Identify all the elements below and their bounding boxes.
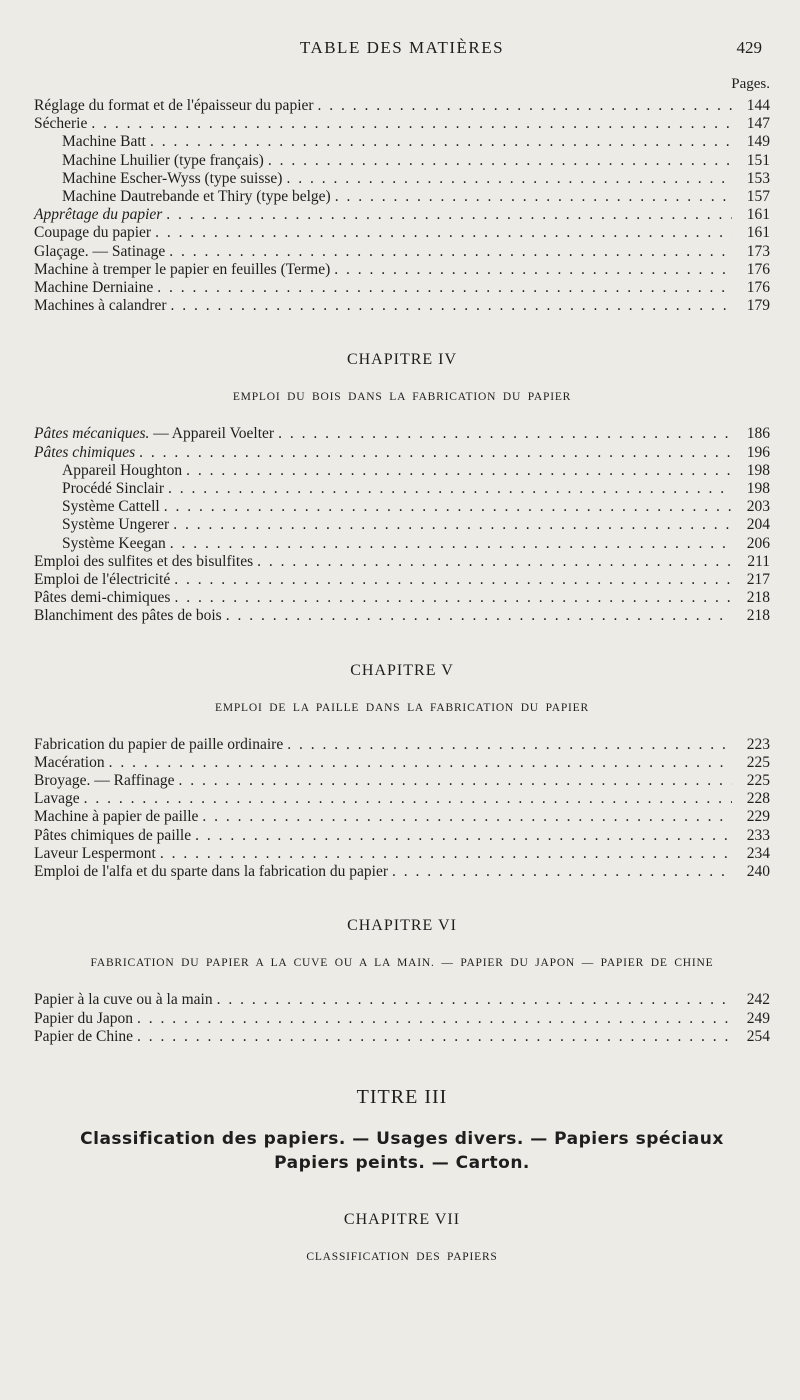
toc-entry-title: Pâtes chimiques	[34, 443, 136, 461]
toc-entry-title: Macération	[34, 753, 105, 771]
toc-entry-title: Machine Escher-Wyss (type suisse)	[62, 169, 283, 187]
toc-entry	[34, 206, 770, 224]
toc-entry-page: 228	[746, 790, 770, 808]
toc-entry-page: 157	[746, 188, 770, 206]
toc-entry-page: 249	[746, 1009, 770, 1027]
toc-entry-title	[34, 425, 274, 443]
part-heading: TITRE III	[356, 1085, 448, 1108]
toc-entry-rest: — Appareil Voelter	[149, 425, 275, 443]
toc-entry-title: Machine à tremper le papier en feuilles (Terme)	[34, 260, 331, 278]
dot-leader	[91, 115, 732, 133]
dot-leader	[157, 279, 732, 297]
toc-chapter-5	[34, 736, 770, 882]
dot-leader	[278, 425, 732, 443]
toc-entry-page: 176	[746, 260, 770, 278]
dot-leader	[257, 553, 732, 571]
toc-entry	[34, 1028, 770, 1046]
toc-entry-title: Réglage du format et de l'épaisseur du papier	[34, 97, 314, 114]
dot-leader	[195, 827, 732, 845]
toc-entry	[34, 827, 770, 845]
toc-entry	[34, 261, 770, 279]
dot-leader	[178, 772, 732, 790]
toc-entry-page: 153	[746, 169, 770, 187]
toc-entry	[34, 480, 770, 498]
dot-leader	[318, 97, 732, 115]
toc-entry-title: Lavage	[34, 790, 80, 808]
toc-entry	[34, 607, 770, 625]
dot-leader	[164, 498, 732, 516]
dot-leader	[186, 462, 732, 480]
dot-leader	[286, 170, 732, 188]
dot-leader	[160, 845, 732, 863]
toc-entry	[34, 1010, 770, 1028]
toc-entry-page: 204	[746, 516, 770, 534]
dot-leader	[109, 754, 732, 772]
dot-leader	[150, 133, 732, 151]
dot-leader	[137, 1028, 732, 1046]
toc-entry	[34, 170, 770, 188]
toc-entry-title: Emploi de l'alfa et du sparte dans la fabrication du papier	[34, 863, 388, 881]
toc-entry	[34, 243, 770, 261]
toc-entry-title: Fabrication du papier de paille ordinaire	[34, 735, 284, 753]
toc-entry-title: Machine à papier de paille	[34, 808, 199, 826]
toc-entry-page: 147	[746, 115, 770, 133]
toc-entry	[34, 553, 770, 571]
toc-entry-page: 144	[746, 97, 770, 114]
part-subtitle-line: Classification des papiers. — Usages divers. — Papiers spéciaux	[80, 1128, 724, 1149]
part-subtitle-line: Papiers peints. — Carton.	[274, 1152, 530, 1173]
toc-entry-title: Procédé Sinclair	[62, 480, 165, 498]
toc-entry	[34, 790, 770, 808]
toc-entry	[34, 736, 770, 754]
dot-leader	[168, 480, 732, 498]
toc-entry-title: Machine Derniaine	[34, 279, 154, 297]
toc-chapter-6	[34, 991, 770, 1046]
toc-entry	[34, 808, 770, 826]
toc-entry-page: 240	[746, 863, 770, 881]
chapter-subtitle: CLASSIFICATION DES PAPIERS	[306, 1250, 498, 1263]
toc-entry	[34, 152, 770, 170]
pages-column-label: Pages.	[731, 76, 770, 92]
toc-entry-title: Apprêtage du papier	[34, 206, 163, 224]
chapter-heading: CHAPITRE IV	[346, 351, 458, 369]
toc-entry-page: 217	[746, 571, 770, 589]
toc-chapter-4	[34, 425, 770, 625]
toc-entry-page: 233	[746, 826, 770, 844]
toc-entry-page: 161	[746, 224, 770, 242]
toc-entry	[34, 297, 770, 315]
toc-entry	[34, 863, 770, 881]
toc-entry-title: Emploi de l'électricité	[34, 571, 171, 589]
toc-entry-page: 196	[746, 443, 770, 461]
toc-entry-page: 203	[746, 498, 770, 516]
chapter-subtitle: FABRICATION DU PAPIER A LA CUVE OU A LA MAIN. — PAPIER DU JAPON — PAPIER DE CHINE	[90, 957, 714, 970]
toc-entry-title: Broyage. — Raffinage	[34, 772, 175, 790]
toc-entry	[34, 188, 770, 206]
toc-section-continued	[34, 97, 770, 315]
running-head	[34, 34, 770, 62]
toc-entry-page: 173	[746, 242, 770, 260]
toc-entry	[34, 425, 770, 443]
toc-entry-page: 151	[746, 151, 770, 169]
dot-leader	[335, 188, 732, 206]
toc-entry	[34, 444, 770, 462]
dot-leader	[268, 152, 732, 170]
toc-entry	[34, 535, 770, 553]
dot-leader	[217, 991, 732, 1009]
part-subtitle	[34, 1127, 770, 1175]
dot-leader	[174, 589, 732, 607]
toc-entry-page: 206	[746, 534, 770, 552]
toc-entry	[34, 991, 770, 1009]
toc-entry-title: Papier du Japon	[34, 1009, 134, 1027]
toc-entry-lead: Pâtes mécaniques.	[34, 425, 150, 443]
toc-entry	[34, 462, 770, 480]
dot-leader	[139, 444, 732, 462]
toc-entry-page: 211	[747, 552, 770, 570]
toc-entry-page: 198	[746, 461, 770, 479]
toc-entry	[34, 224, 770, 242]
toc-entry-page: 186	[746, 425, 770, 443]
toc-entry	[34, 498, 770, 516]
toc-entry-title: Pâtes demi-chimiques	[34, 589, 171, 607]
dot-leader	[334, 261, 732, 279]
dot-leader	[287, 736, 732, 754]
dot-leader	[226, 607, 732, 625]
dot-leader	[155, 224, 732, 242]
chapter-subtitle: EMPLOI DE LA PAILLE DANS LA FABRICATION DU PAPIER	[215, 701, 589, 714]
toc-entry	[34, 133, 770, 151]
dot-leader	[169, 243, 732, 261]
toc-entry-title: Pâtes chimiques de paille	[34, 826, 192, 844]
toc-entry-page: 149	[746, 133, 770, 151]
toc-entry	[34, 516, 770, 534]
toc-entry	[34, 97, 770, 115]
toc-entry	[34, 115, 770, 133]
chapter-heading: CHAPITRE V	[350, 661, 454, 679]
toc-entry-title: Machine Batt	[62, 133, 146, 151]
chapter-subtitle: EMPLOI DU BOIS DANS LA FABRICATION DU PAPIER	[232, 391, 572, 404]
toc-entry-title: Laveur Lespermont	[34, 844, 156, 862]
dot-leader	[202, 808, 732, 826]
toc-entry-title: Papier de Chine	[34, 1027, 134, 1045]
toc-entry-title: Machines à calandrer	[34, 297, 167, 315]
toc-entry	[34, 589, 770, 607]
toc-entry-title: Machine Lhuilier (type français)	[62, 151, 264, 169]
toc-entry-title: Coupage du papier	[34, 224, 152, 242]
toc-entry-page: 179	[746, 297, 770, 315]
dot-leader	[166, 206, 732, 224]
running-head-title: TABLE DES MATIÈRES	[299, 38, 505, 57]
toc-entry-page: 218	[746, 607, 770, 625]
dot-leader	[392, 863, 732, 881]
toc-entry	[34, 845, 770, 863]
toc-entry-title: Sécherie	[34, 115, 88, 133]
dot-leader	[173, 516, 732, 534]
toc-entry-page: 198	[746, 480, 770, 498]
toc-entry-page: 161	[746, 206, 770, 224]
toc-entry-title: Machine Dautrebande et Thiry (type belge)	[62, 188, 331, 206]
toc-entry-page: 223	[746, 735, 770, 753]
toc-entry-page: 218	[746, 589, 770, 607]
dot-leader	[84, 790, 732, 808]
toc-entry-title: Papier à la cuve ou à la main	[34, 991, 213, 1009]
toc-entry-title: Système Keegan	[62, 534, 166, 552]
page-number: 429	[736, 38, 762, 57]
toc-entry-page: 225	[746, 753, 770, 771]
dot-leader	[174, 571, 732, 589]
dot-leader	[171, 297, 732, 315]
toc-entry-page: 254	[746, 1027, 770, 1045]
toc-entry	[34, 772, 770, 790]
chapter-heading: CHAPITRE VI	[347, 917, 457, 935]
toc-entry-title: Blanchiment des pâtes de bois	[34, 607, 222, 625]
toc-entry	[34, 571, 770, 589]
toc-entry	[34, 279, 770, 297]
toc-entry-title: Glaçage. — Satinage	[34, 242, 166, 260]
toc-entry-page: 176	[746, 279, 770, 297]
dot-leader	[170, 535, 732, 553]
toc-entry-page: 234	[746, 844, 770, 862]
dot-leader	[137, 1010, 732, 1028]
toc-entry-title: Appareil Houghton	[62, 461, 183, 479]
toc-entry	[34, 754, 770, 772]
toc-entry-page: 229	[746, 808, 770, 826]
toc-entry-title: Système Ungerer	[62, 516, 170, 534]
toc-entry-title: Système Cattell	[62, 498, 160, 516]
toc-entry-page: 225	[746, 772, 770, 790]
chapter-heading: CHAPITRE VII	[343, 1210, 461, 1228]
toc-entry-page: 242	[746, 991, 770, 1009]
toc-entry-title: Emploi des sulfites et des bisulfites	[34, 552, 254, 570]
